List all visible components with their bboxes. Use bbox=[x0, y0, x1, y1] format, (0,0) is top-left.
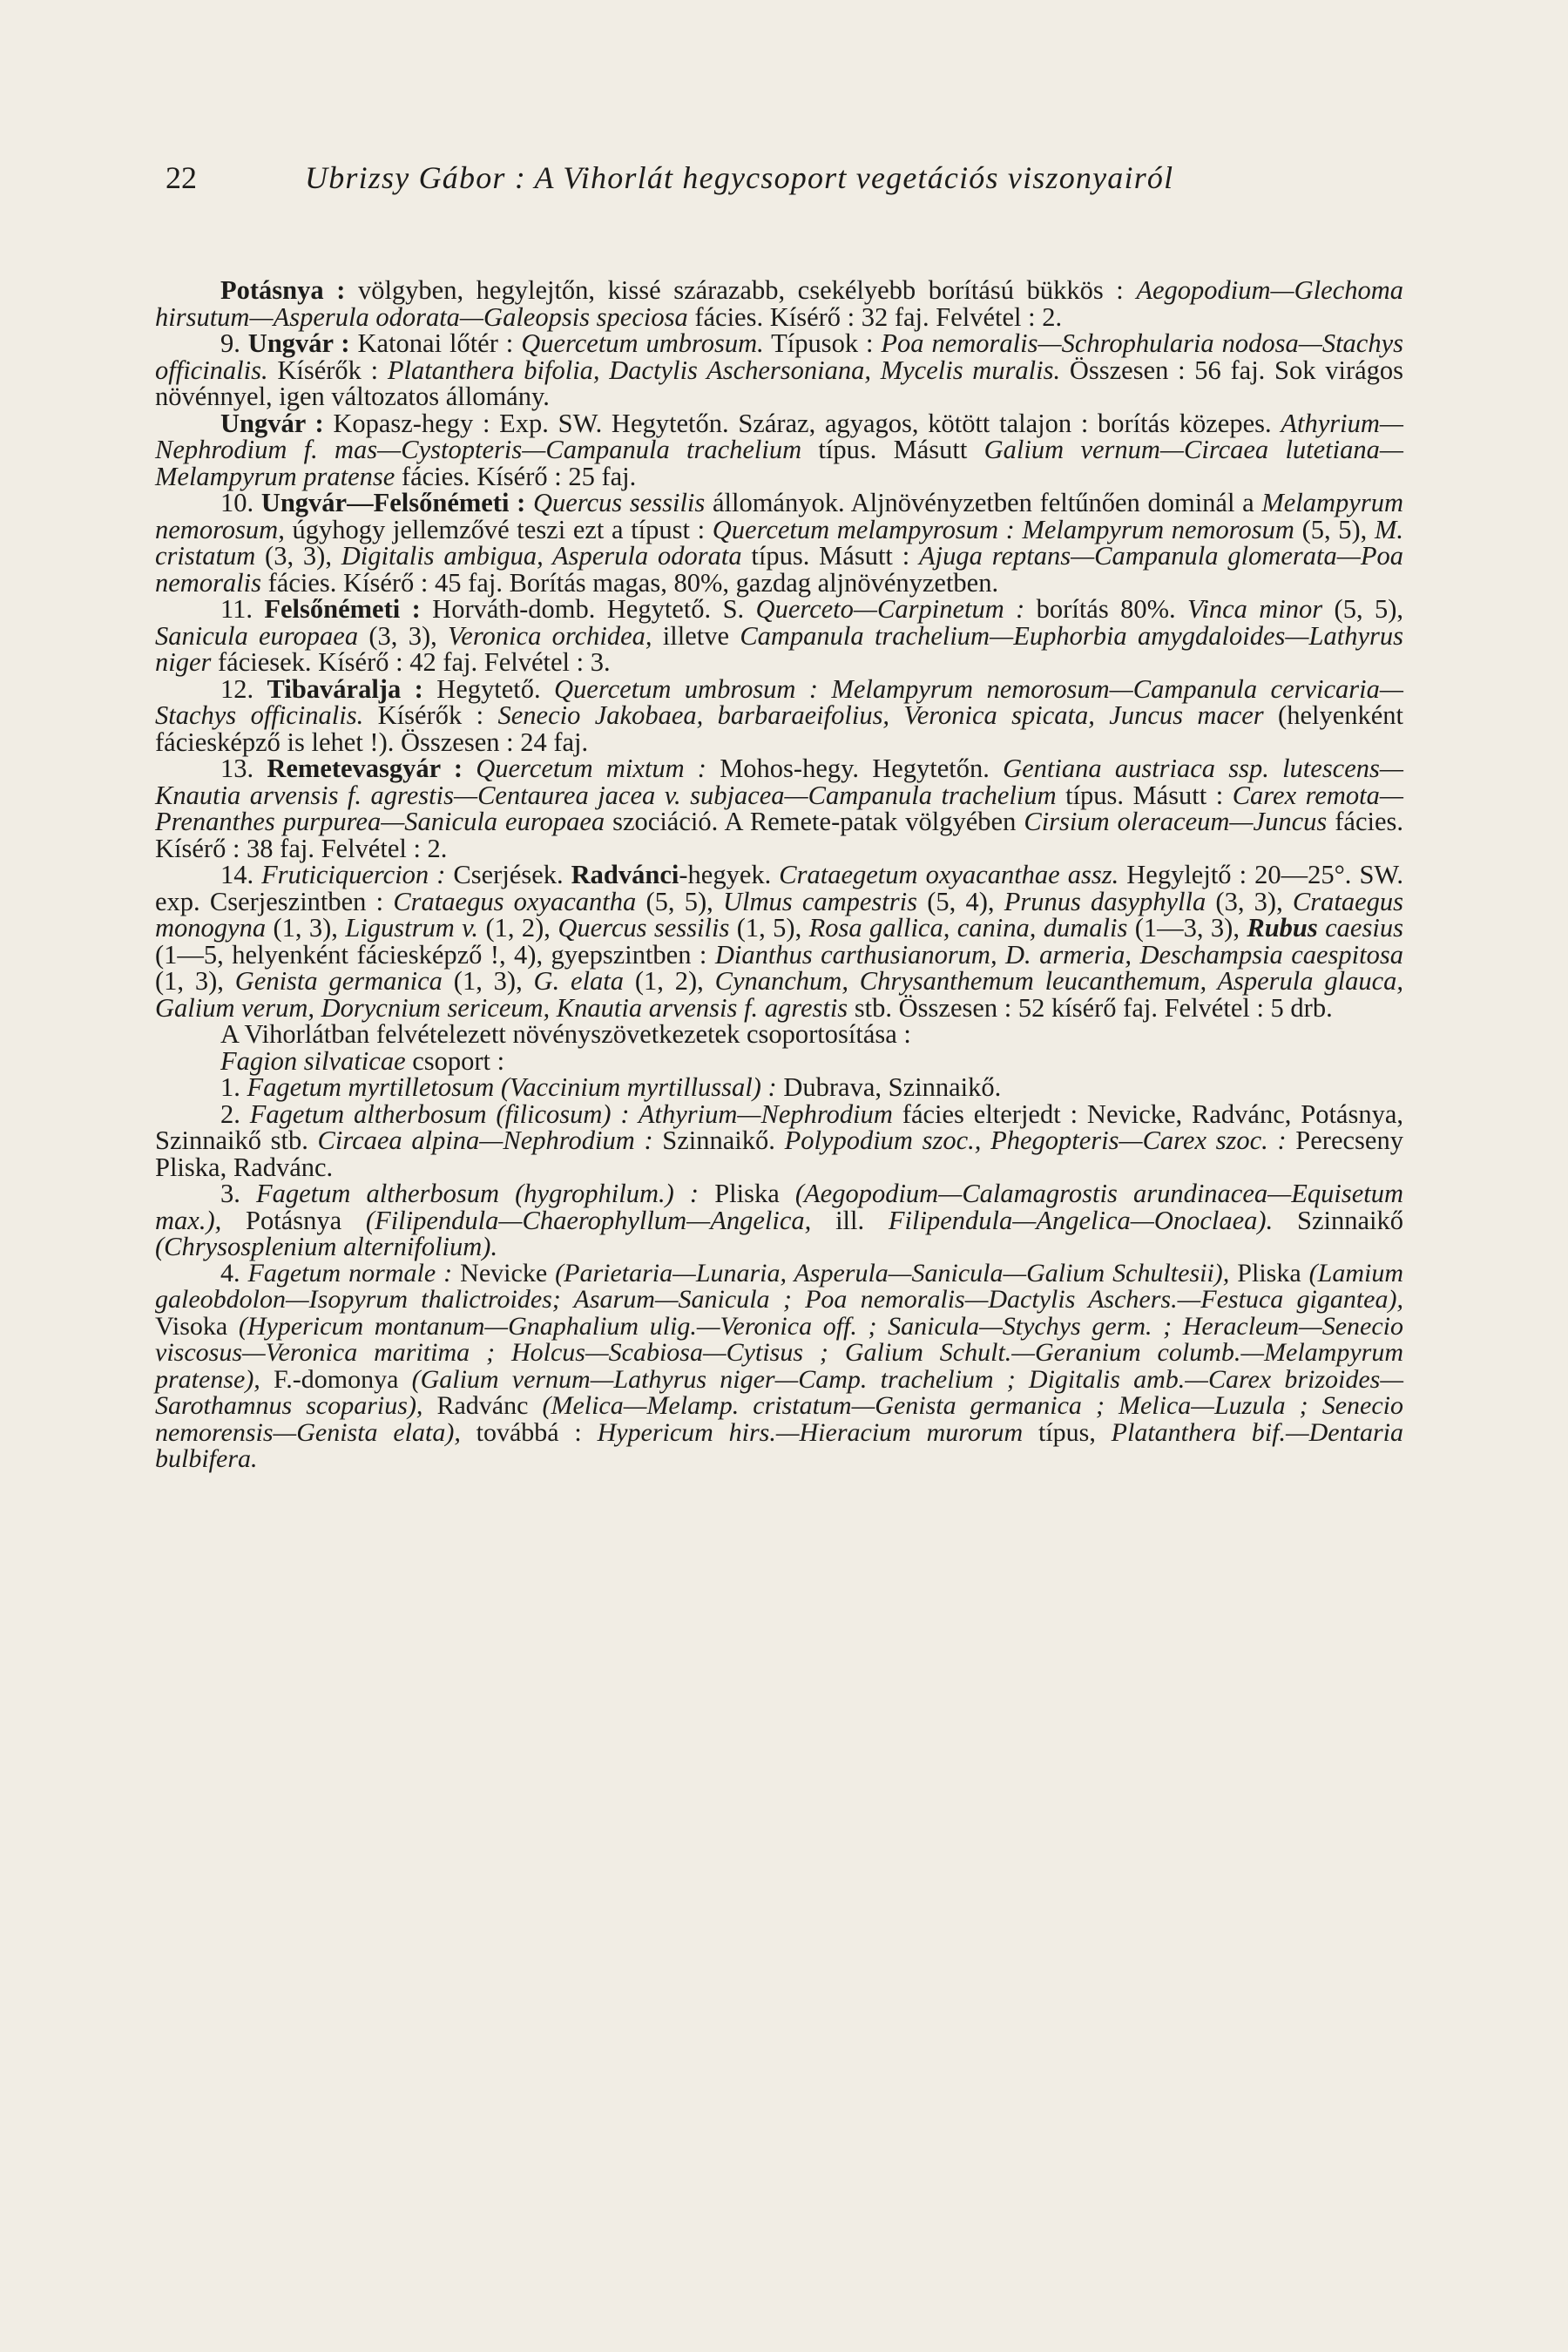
page-number: 22 bbox=[166, 160, 197, 195]
body-text bbox=[155, 277, 1403, 1473]
paragraph-p7: 13. Remetevasgyár : Quercetum mixtum : Mohos-hegy. Hegytetőn. Gentiana austriaca ssp. lutescens—Knautia arvensis f. agrestis—Centaurea jacea v. subjacea—Campanula trachelium típus. Másutt : Carex remota—Prenanthes purpurea—Sanicula europaea szociáció. A Remete-patak völgyében Cirsium oleraceum—Juncus fácies. Kísérő : 38 faj. Felvétel : 2. bbox=[155, 754, 1403, 863]
paragraph-p4: 10. Ungvár—Felsőnémeti : Quercus sessilis állományok. Aljnövényzetben feltűnően dominál a Melampyrum nemorosum, úgyhogy jellemzővé teszi ezt a típust : Quercetum melampyrosum : Melampyrum nemorosum (5, 5), M. cristatum (3, 3), Digitalis ambigua, Asperula odorata típus. Másutt : Ajuga reptans—Campanula glomerata—Poa nemoralis fácies. Kísérő : 45 faj. Borítás magas, 80%, gazdag aljnövényzetben. bbox=[155, 488, 1403, 598]
paragraph-p11: 1. Fagetum myrtilletosum (Vaccinium myrtillussal) : Dubrava, Szinnaikő. bbox=[220, 1072, 1002, 1102]
paragraph-p6: 12. Tibaváralja : Hegytető. Quercetum umbrosum : Melampyrum nemorosum—Campanula cervicaria—Stachys officinalis. Kísérők : Senecio Jakobaea, barbaraeifolius, Veronica spicata, Juncus macer (helyenként fáciesképző is lehet !). Összesen : 24 faj. bbox=[155, 673, 1404, 757]
paragraph-p14: 4. Fagetum normale : Nevicke (Parietaria—Lunaria, Asperula—Sanicula—Galium Schultesii), Pliska (Lamium galeobdolon—Isopyrum thalictroides; Asarum—Sanicula ; Poa nemoralis—Dactylis Aschers.—Festuca gigantea), Visoka (Hypericum montanum—Gnaphalium ulig.—Veronica off. ; Sanicula—Stychys germ. ; Heracleum—Senecio viscosus—Veronica maritima ; Holcus—Scabiosa—Cytisus ; Galium Schult.—Geranium columb.—Melampyrum pratense), F.-domonya (Galium vernum—Lathyrus niger—Camp. trachelium ; Digitalis amb.—Carex brizoides—Sarothamnus scoparius), Radvánc (Melica—Melamp. cristatum—Genista germanica ; Melica—Luzula ; Senecio nemorensis—Genista elata), továbbá : Hypericum hirs.—Hieracium murorum típus, Platanthera bif.—Dentaria bulbifera. bbox=[155, 1258, 1404, 1473]
paragraph-p13: 3. Fagetum altherbosum (hygrophilum.) : Pliska (Aegopodium—Calamagrostis arundinacea—Equisetum max.), Potásnya (Filipendula—Chaerophyllum—Angelica, ill. Filipendula—Angelica—Onoclaea). Szinnaikő (Chrysosplenium alternifolium). bbox=[155, 1179, 1403, 1261]
paragraph-p8: 14. Fruticiquercion : Cserjések. Radvánci-hegyek. Crataegetum oxyacanthae assz. Hegylejtő : 20—25°. SW. exp. Cserjeszintben : Crataegus oxyacantha (5, 5), Ulmus campestris (5, 4), Prunus dasyphylla (3, 3), Crataegus monogyna (1, 3), Ligustrum v. (1, 2), Quercus sessilis (1, 5), Rosa gallica, canina, dumalis (1—3, 3), Rubus caesius (1—5, helyenként fáciesképző !, 4), gyepszintben : Dianthus carthusianorum, D. armeria, Deschampsia caespitosa (1, 3), Genista germanica (1, 3), G. elata (1, 2), Cynanchum, Chrysanthemum leucanthemum, Asperula glauca, Galium verum, Dorycnium sericeum, Knautia arvensis f. agrestis stb. Összesen : 52 kísérő faj. Felvétel : 5 drb. bbox=[155, 860, 1404, 1023]
paragraph-p10: Fagion silvaticae csoport : bbox=[220, 1045, 505, 1076]
paragraph-p12: 2. Fagetum altherbosum (filicosum) : Athyrium—Nephrodium fácies elterjedt : Nevicke, Radvánc, Potásnya, Szinnaikő stb. Circaea alpina—Nephrodium : Szinnaikő. Polypodium szoc., Phegopteris—Carex szoc. : Perecseny Pliska, Radvánc. bbox=[155, 1098, 1403, 1182]
paragraph-p3: Ungvár : Kopasz-hegy : Exp. SW. Hegytetőn. Száraz, agyagos, kötött talajon : borítás közepes. Athyrium—Nephrodium f. mas—Cystopteris—Campanula trachelium típus. Másutt Galium vernum—Circaea lutetiana—Melampyrum pratense fácies. Kísérő : 25 faj. bbox=[155, 408, 1403, 491]
running-title: Ubrizsy Gábor : A Vihorlát hegycsoport vegetációs viszonyairól bbox=[305, 160, 1174, 195]
paragraph-p9: A Vihorlátban felvételezett növényszövetkezetek csoportosítása : bbox=[220, 1019, 911, 1049]
paragraph-p1: Potásnya : völgyben, hegylejtőn, kissé szárazabb, csekélyebb borítású bükkös : Aegopodium—Glechoma hirsutum—Asperula odorata—Galeopsis speciosa fácies. Kísérő : 32 faj. Felvétel : 2. bbox=[155, 275, 1403, 332]
paragraph-p5: 11. Felsőnémeti : Horváth-domb. Hegytető. S. Querceto—Carpinetum : borítás 80%. Vinca minor (5, 5), Sanicula europaea (3, 3), Veronica orchidea, illetve Campanula trachelium—Euphorbia amygdaloides—Lathyrus niger fáciesek. Kísérő : 42 faj. Felvétel : 3. bbox=[155, 594, 1403, 677]
paragraph-p2: 9. Ungvár : Katonai lőtér : Quercetum umbrosum. Típusok : Poa nemoralis—Schrophularia nodosa—Stachys officinalis. Kísérők : Platanthera bifolia, Dactylis Aschersoniana, Mycelis muralis. Összesen : 56 faj. Sok virágos növénnyel, igen változatos állomány. bbox=[155, 328, 1404, 411]
